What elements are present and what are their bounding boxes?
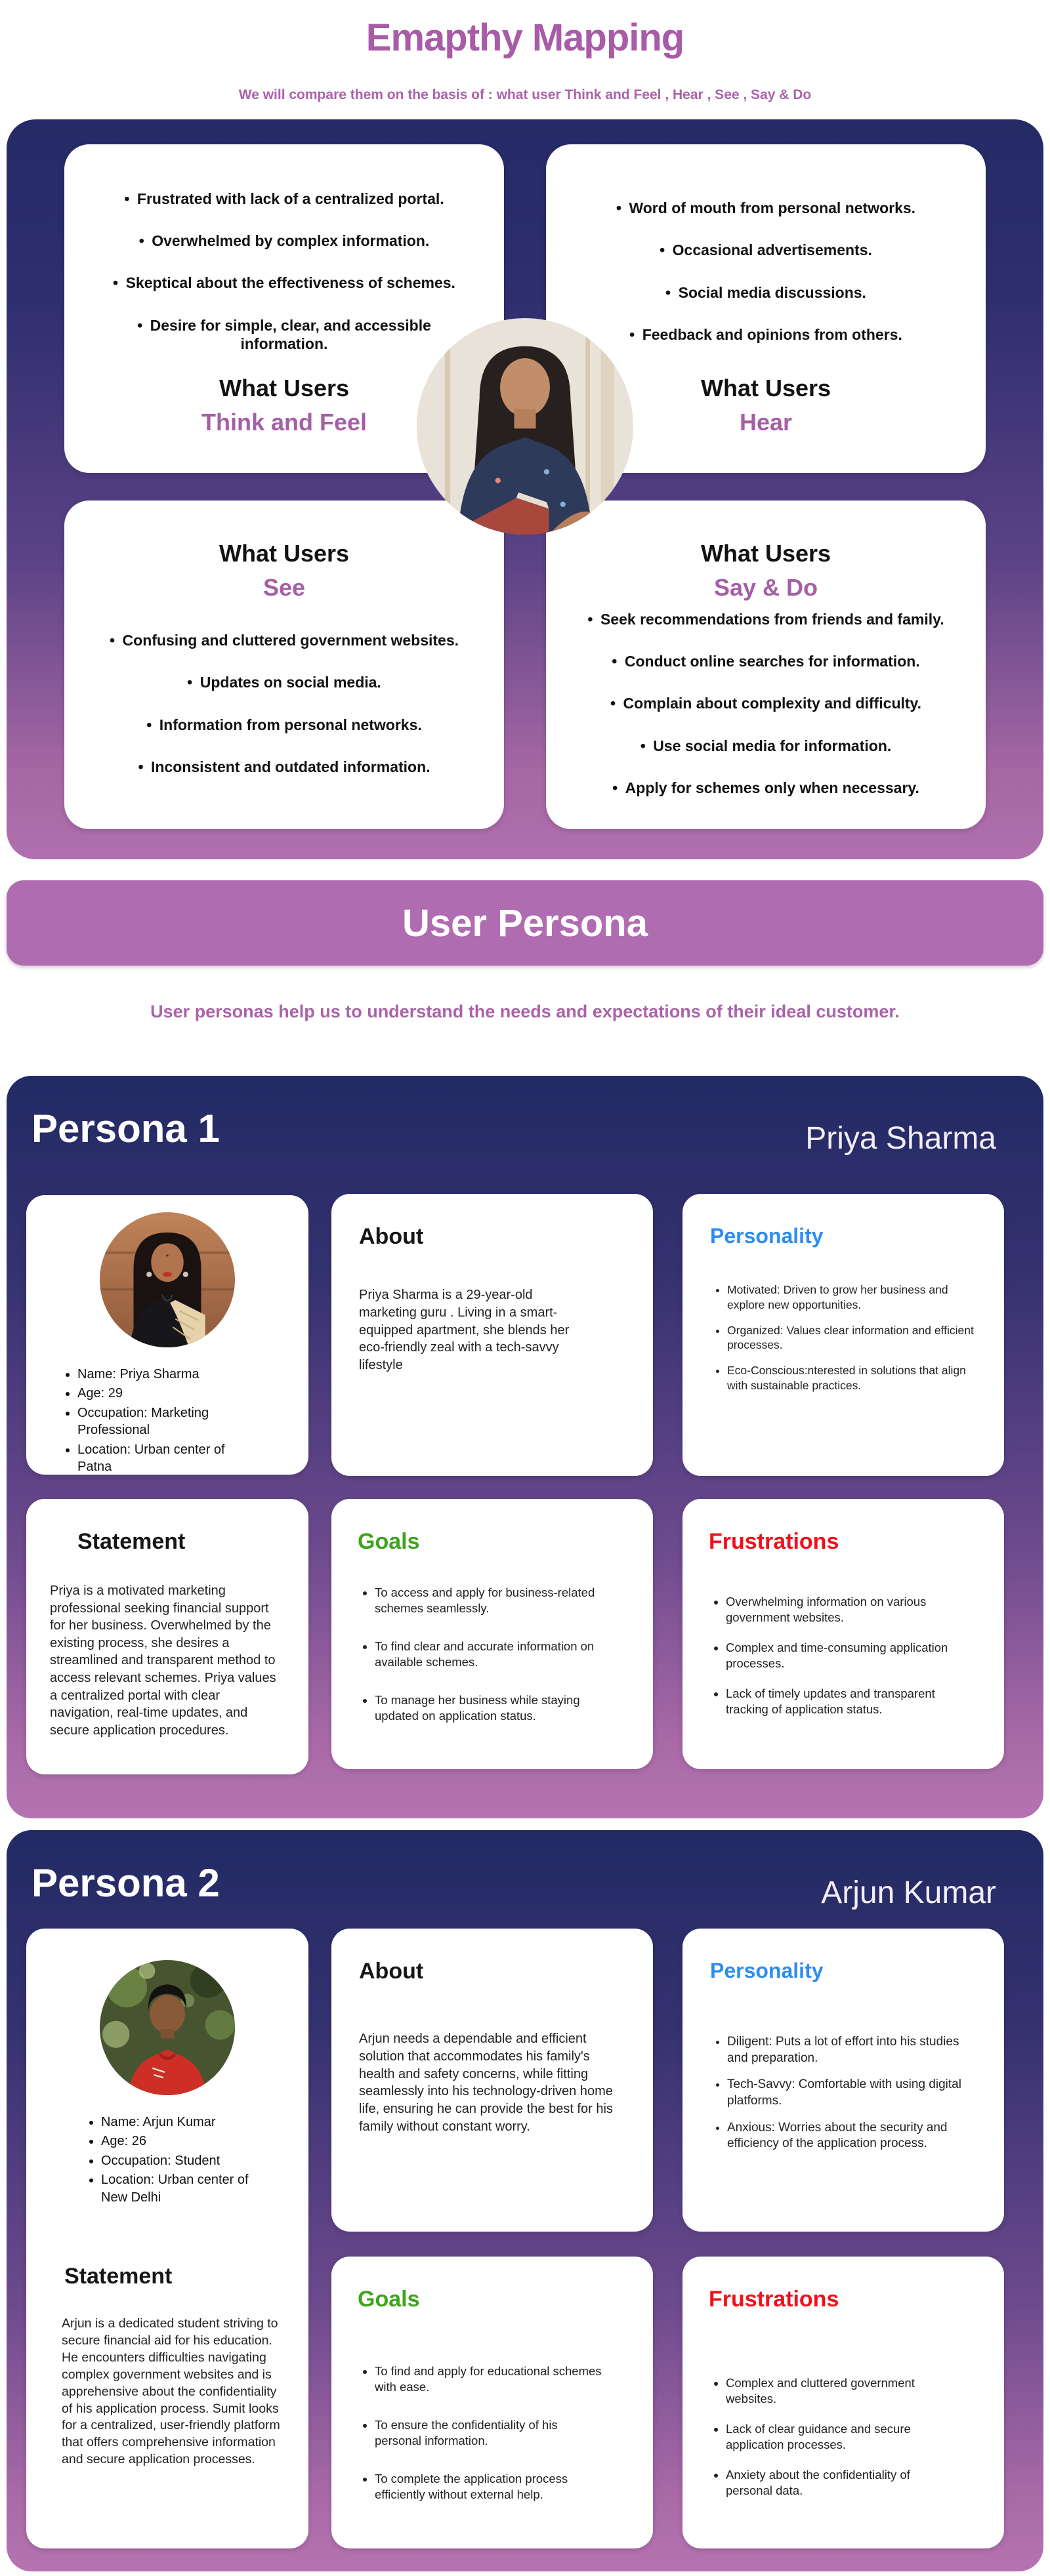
statement-heading: Statement xyxy=(77,1529,186,1554)
about-heading: About xyxy=(359,1959,424,1984)
user-persona-banner xyxy=(7,880,1043,966)
statement-heading: Statement xyxy=(64,2263,173,2289)
personality-item: • Tech-Savvy: Comfortable with using digital platforms. xyxy=(727,2077,967,2109)
persona-2-frustrations-list xyxy=(709,2375,957,2499)
persona-1-frustrations-card xyxy=(682,1499,1004,1769)
goal-item: • To ensure the confidentiality of his personal information. xyxy=(375,2417,606,2449)
frustration-item: • Complex and cluttered government websites. xyxy=(726,2375,957,2407)
persona-1-frustrations-list xyxy=(709,1594,957,1717)
bullet: • Conduct online searches for information. xyxy=(612,652,919,670)
persona-2-photo xyxy=(100,1960,235,2095)
user-persona-description: User personas help us to understand the needs and expectations of their ideal customer. xyxy=(150,1002,900,1021)
bullet: • Complain about complexity and difficulty. xyxy=(610,694,921,712)
think-and-feel-bullets xyxy=(100,172,469,371)
detail-item: • Location: Urban center of Patna xyxy=(77,1441,243,1476)
detail-item: • Occupation: Marketing Professional xyxy=(77,1404,243,1439)
persona-1-personality-list xyxy=(710,1282,976,1393)
persona-1-personality-card xyxy=(682,1194,1004,1476)
frustration-item: • Complex and time-consuming application processes. xyxy=(726,1640,957,1671)
persona-1-header xyxy=(32,1106,996,1156)
empathy-center-photo xyxy=(417,318,633,535)
quadrant-heading: What Users Hear xyxy=(700,375,831,436)
personality-item: • Eco-Conscious:nterested in solutions that align with sustainable practices. xyxy=(727,1363,976,1393)
persona-2-name: Arjun Kumar xyxy=(821,1875,996,1910)
page-title: Emapthy Mapping xyxy=(366,16,684,59)
personality-item: • Organized: Values clear information and efficient processes. xyxy=(727,1323,976,1353)
bullet: • Overwhelmed by complex information. xyxy=(139,232,430,250)
frustration-item: • Overwhelming information on various government websites. xyxy=(726,1594,957,1625)
persona-1-goals-card xyxy=(331,1499,653,1769)
page-subtitle: We will compare them on the basis of : what user Think and Feel , Hear , See , Say & Do xyxy=(238,87,812,102)
quadrant-heading: What Users Think and Feel xyxy=(201,375,368,436)
persona-2-goals-list xyxy=(358,2363,606,2503)
personality-heading: Personality xyxy=(710,1224,824,1248)
frustrations-heading: Frustrations xyxy=(709,2287,839,2312)
hear-bullets xyxy=(581,172,950,371)
persona-1-about-card xyxy=(331,1194,653,1476)
about-text: Arjun needs a dependable and efficient solution that accommodates his family's health and safety concerns, while fitting seamlessly into his technology-driven home life, ensuring he can provide the best for his family without constant worry. xyxy=(359,2032,613,2134)
persona-1-goals-list xyxy=(358,1585,606,1724)
arjun-portrait-illustration xyxy=(100,1960,235,2095)
personality-item: • Anxious: Worries about the security and efficiency of the application process. xyxy=(727,2120,967,2152)
statement-text: Priya is a motivated marketing professional seeking financial support for her business. Overwhelmed by the existing process, she desires a streamlined and transparent method to access relevant schemes. Priya values a centralized portal with clear navigation, real-time updates, and secure application procedures. xyxy=(50,1584,276,1738)
persona-2-personality-list xyxy=(710,2034,967,2152)
detail-item: • Name: Arjun Kumar xyxy=(101,2114,266,2131)
woman-with-book-illustration xyxy=(417,318,633,535)
persona-2-details xyxy=(50,2114,266,2206)
bullet: • Confusing and cluttered government websites. xyxy=(110,631,459,649)
frustration-item: • Lack of timely updates and transparent tracking of application status. xyxy=(726,1686,957,1717)
detail-item: • Age: 29 xyxy=(77,1385,243,1402)
persona-1-name: Priya Sharma xyxy=(805,1121,996,1156)
goal-item: • To manage her business while staying updated on application status. xyxy=(375,1692,606,1724)
say-and-do-bullets xyxy=(581,605,950,802)
bullet: • Seek recommendations from friends and family. xyxy=(587,610,944,628)
about-text: Priya Sharma is a 29-year-old marketing guru . Living in a smart-equipped apartment, she blends her eco-friendly zeal with a tech-savvy lifestyle xyxy=(359,1288,570,1373)
persona-2-label: Persona 2 xyxy=(32,1861,220,1905)
persona-2-goals-card xyxy=(331,2257,653,2548)
goal-item: • To complete the application process efficiently without external help. xyxy=(375,2471,606,2503)
frustration-item: • Lack of clear guidance and secure application processes. xyxy=(726,2421,957,2453)
user-persona-banner-title: User Persona xyxy=(402,901,648,945)
goal-item: • To find clear and accurate information on available schemes. xyxy=(375,1639,606,1670)
bullet: • Apply for schemes only when necessary. xyxy=(612,779,919,797)
persona-1-details xyxy=(26,1366,243,1475)
bullet: • Word of mouth from personal networks. xyxy=(616,199,915,217)
persona-2-personality-card xyxy=(682,1929,1004,2232)
goals-heading: Goals xyxy=(358,2287,420,2312)
personality-heading: Personality xyxy=(710,1959,824,1982)
quadrant-see xyxy=(64,501,504,829)
empathy-map-panel xyxy=(7,119,1043,859)
goal-item: • To find and apply for educational schemes with ease. xyxy=(375,2363,606,2395)
persona-2-panel xyxy=(7,1830,1043,2571)
persona-2-profile-card xyxy=(26,1929,308,2548)
see-bullets xyxy=(100,605,469,802)
bullet: • Skeptical about the effectiveness of schemes. xyxy=(113,274,455,292)
detail-item: • Occupation: Student xyxy=(101,2152,266,2169)
bullet: • Occasional advertisements. xyxy=(660,241,872,259)
bullet: • Inconsistent and outdated information. xyxy=(138,758,430,776)
persona-2-header xyxy=(32,1860,996,1911)
bullet: • Desire for simple, clear, and accessible information. xyxy=(100,316,469,353)
about-heading: About xyxy=(359,1224,424,1249)
bullet: • Social media discussions. xyxy=(665,283,866,302)
personality-item: • Motivated: Driven to grow her business and explore new opportunities. xyxy=(727,1282,976,1313)
priya-portrait-illustration xyxy=(100,1212,235,1347)
page-header xyxy=(0,16,1050,103)
bullet: • Information from personal networks. xyxy=(146,716,422,734)
detail-item: • Name: Priya Sharma xyxy=(77,1366,243,1383)
detail-item: • Location: Urban center of New Delhi xyxy=(101,2171,266,2206)
frustrations-heading: Frustrations xyxy=(709,1529,839,1554)
persona-1-panel xyxy=(7,1076,1043,1818)
bullet: • Use social media for information. xyxy=(640,737,892,755)
persona-2-about-card xyxy=(331,1929,653,2232)
quadrant-heading: What Users See xyxy=(219,540,350,601)
persona-1-photo xyxy=(100,1212,235,1347)
quadrant-say-and-do xyxy=(546,501,986,829)
persona-1-statement-card xyxy=(26,1499,308,1774)
bullet: • Updates on social media. xyxy=(187,673,381,691)
statement-text: Arjun is a dedicated student striving to secure financial aid for his education. He encounters difficulties navigating complex government websites and is apprehensive about the confidentiality of his application process. Sumit looks for a centralized, user-friendly platform that offers comprehensive information and secure application processes. xyxy=(62,2316,280,2467)
goal-item: • To access and apply for business-related schemes seamlessly. xyxy=(375,1585,606,1616)
bullet: • Feedback and opinions from others. xyxy=(629,325,902,344)
personality-item: • Diligent: Puts a lot of effort into his studies and preparation. xyxy=(727,2034,967,2066)
persona-1-profile-card xyxy=(26,1195,308,1475)
frustration-item: • Anxiety about the confidentiality of personal data. xyxy=(726,2467,957,2499)
persona-1-label: Persona 1 xyxy=(32,1107,220,1151)
goals-heading: Goals xyxy=(358,1529,420,1554)
quadrant-heading: What Users Say & Do xyxy=(700,540,831,601)
persona-2-frustrations-card xyxy=(682,2257,1004,2548)
detail-item: • Age: 26 xyxy=(101,2133,266,2150)
bullet: • Frustrated with lack of a centralized portal. xyxy=(124,190,444,208)
